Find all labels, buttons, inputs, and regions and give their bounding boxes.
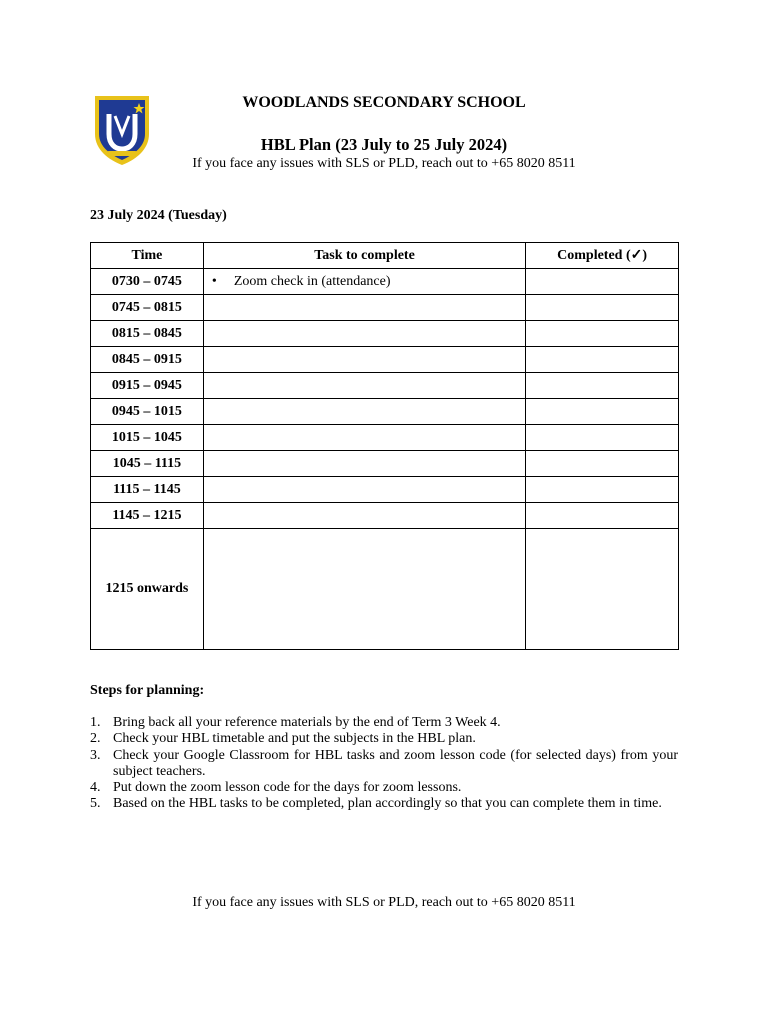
list-item: [90, 748, 678, 781]
step-number: 4.: [90, 780, 101, 796]
table-row: [91, 529, 679, 650]
time-slot: 0730 – 0745: [91, 269, 204, 295]
task-cell[interactable]: [203, 503, 525, 529]
hbl-plan-table: [90, 242, 679, 650]
column-header-task: Task to complete: [203, 243, 525, 269]
time-slot: 1215 onwards: [91, 529, 204, 650]
time-slot: 1015 – 1045: [91, 425, 204, 451]
table-row: [91, 295, 679, 321]
step-number: 2.: [90, 731, 101, 747]
list-item: [90, 780, 678, 796]
plan-title: HBL Plan (23 July to 25 July 2024): [260, 135, 508, 154]
list-item: [90, 715, 678, 731]
table-row: [91, 399, 679, 425]
step-text: Check your HBL timetable and put the subjects in the HBL plan.: [113, 731, 476, 747]
table-row: [91, 425, 679, 451]
step-text: Bring back all your reference materials by the end of Term 3 Week 4.: [113, 715, 501, 730]
task-text: Zoom check in (attendance): [233, 273, 391, 289]
column-header-completed: Completed (✓): [526, 243, 679, 269]
task-cell[interactable]: [203, 347, 525, 373]
completed-cell[interactable]: [526, 503, 679, 529]
completed-cell[interactable]: [526, 295, 679, 321]
table-row: [91, 503, 679, 529]
time-slot: 1115 – 1145: [91, 477, 204, 503]
step-text: Put down the zoom lesson code for the days for zoom lessons.: [113, 780, 462, 796]
completed-cell[interactable]: [526, 477, 679, 503]
table-header-row: [91, 243, 679, 269]
step-number: 5.: [90, 796, 101, 812]
completed-cell[interactable]: [526, 269, 679, 295]
completed-cell[interactable]: [526, 529, 679, 650]
time-slot: 1045 – 1115: [91, 451, 204, 477]
list-item: [90, 796, 678, 812]
step-number: 1.: [90, 715, 101, 730]
day-heading: 23 July 2024 (Tuesday): [90, 208, 227, 223]
step-text: Check your Google Classroom for HBL tasks and zoom lesson code (for selected days) from your subject teachers.: [113, 747, 678, 779]
completed-cell[interactable]: [526, 347, 679, 373]
task-cell[interactable]: [203, 451, 525, 477]
completed-cell[interactable]: [526, 373, 679, 399]
time-slot: 0915 – 0945: [91, 373, 204, 399]
time-slot: 0845 – 0915: [91, 347, 204, 373]
task-cell[interactable]: [203, 399, 525, 425]
steps-list: [90, 715, 678, 813]
contact-note-bottom: If you face any issues with SLS or PLD, reach out to +65 8020 8511: [192, 895, 576, 910]
column-header-time: Time: [91, 243, 204, 269]
contact-note-top: If you face any issues with SLS or PLD, reach out to +65 8020 8511: [192, 156, 576, 171]
time-slot: 0815 – 0845: [91, 321, 204, 347]
steps-heading: Steps for planning:: [90, 683, 205, 698]
table-row: [91, 373, 679, 399]
list-item: [90, 731, 678, 747]
table-row: [91, 347, 679, 373]
bullet-icon: •: [211, 273, 217, 289]
task-cell[interactable]: [203, 321, 525, 347]
task-cell[interactable]: [203, 373, 525, 399]
completed-cell[interactable]: [526, 451, 679, 477]
completed-cell[interactable]: [526, 425, 679, 451]
time-slot: 0945 – 1015: [91, 399, 204, 425]
completed-cell[interactable]: [526, 321, 679, 347]
task-cell[interactable]: [203, 269, 525, 295]
table-row: [91, 321, 679, 347]
table-row: [91, 477, 679, 503]
task-cell[interactable]: [203, 425, 525, 451]
table-row: [91, 269, 679, 295]
task-cell[interactable]: [203, 477, 525, 503]
school-name: WOODLANDS SECONDARY SCHOOL: [242, 94, 526, 111]
step-number: 3.: [90, 747, 101, 763]
table-row: [91, 451, 679, 477]
completed-cell[interactable]: [526, 399, 679, 425]
task-cell[interactable]: [203, 529, 525, 650]
time-slot: 1145 – 1215: [91, 503, 204, 529]
step-text: Based on the HBL tasks to be completed, plan accordingly so that you can complete them in time.: [113, 796, 662, 812]
time-slot: 0745 – 0815: [91, 295, 204, 321]
task-cell[interactable]: [203, 295, 525, 321]
